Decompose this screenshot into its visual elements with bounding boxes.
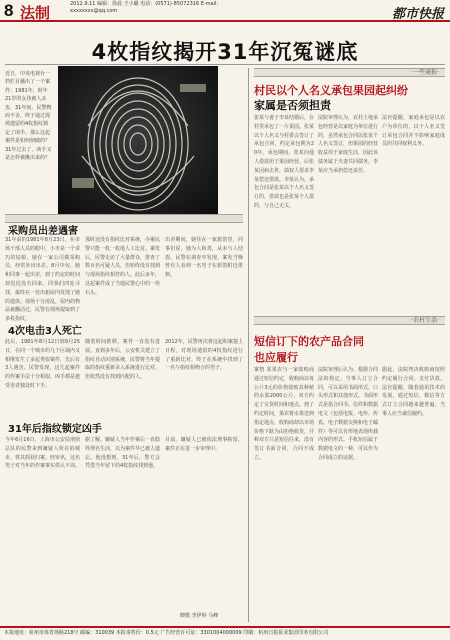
right1-kicker-bar: ·一些通报· <box>254 68 445 77</box>
right2-column-2: 法院审理后认为，根据合同法的规定，当事人订立合同，可以采用书面形式、口头形式和其他形式。书面形式是指合同书、信件和数据电文（包括电报、电传、传真、电子数据交换和电子邮件）等可以有形地表现所载内容的形式。手机短信属于数据电文的一种，可以作为合同成立的证据。 <box>318 367 379 461</box>
story2-column-2: 随着时间推移，案件一直没有进展。直到多年后，公安机关建立了指纹自动识别系统，民警将当年提取的指纹重新录入系统进行比对，但依然没有找到匹配的人。 <box>85 339 161 381</box>
right1-column-3: 法官提醒，家庭承包是以农户为单位的，以个人名义签订承包合同并不影响家庭成员的共同权利义务。 <box>382 115 445 148</box>
page-footer: 本报地址：杭州市体育场路218号 邮编：310039 本报零售价：0.5元 广告经营许可证：3301004000009 印刷：杭州日报报业集团印务有限公司 <box>0 626 450 640</box>
right2-title-line1: 短信订下的农产品合同 <box>254 335 364 348</box>
story3-subhead: 31年后指纹锁定凶手 <box>8 424 102 435</box>
main-headline: 4枚指纹揭开31年沉冤谜底 <box>91 40 359 64</box>
story3-column-2: 据了解，嫌疑人当年作案后一直隐姓埋名生活，以为案件早已被人遗忘。他没想到，31年后，警方会凭借当年留下的4枚指纹找到他。 <box>85 437 161 470</box>
right1-column-1: 张某与妻子李某结婚后，在村里承包了一片果园。张某以个人名义与村委会签订了承包合同，约定承包期为20年。承包期间，张某向他人借款用于果园经营。后张某因病去世，债权人要求李某偿还借款。李某认为，承包合同是张某以个人名义签订的，借款也是张某个人借的，与自己无关。 <box>254 115 315 209</box>
masthead-meta <box>70 1 240 15</box>
right2-title-line2: 也应履行 <box>254 351 298 364</box>
issue-date: 2012.9.11 <box>70 1 96 7</box>
headline-rule <box>5 64 445 65</box>
story1-column-3: 出差期间，她住在一家旅馆里，同事们说，她为人和善，从未与人结怨。民警在调查中发现，案发当晚曾有人看到一名男子在旅馆附近徘徊。 <box>165 237 243 279</box>
fingerprint-icon <box>58 66 218 214</box>
right2-column-1: 案情 某果农与一家收购商通过短信约定，收购商以每公斤3元的价格收购其种植的水果2000公斤，双方约定了交货时间和地点。到了约定时间，果农将水果送到指定地点，收购商却以市场价格下跌为由拒绝收货，并称双方只是短信往来，没有签订书面合同，合同不成立。 <box>254 367 315 461</box>
story3-column-3: 目前，嫌疑人已被依法刑事拘留，案件正在进一步审理中。 <box>165 437 243 452</box>
right2-kicker-bar: ·农村生活· <box>254 316 445 325</box>
page-number: 8 <box>4 1 14 20</box>
masthead <box>0 0 450 22</box>
paper-logo: 都市快报 <box>391 7 444 22</box>
section-name: 法制 <box>20 4 51 22</box>
phone: 电话：(0571)-85072316 <box>140 1 200 7</box>
story3-column-1: 今年6月16日，上海市公安局刑侦总队的民警来到嫌疑人所在的城市，将其抓获归案。经审讯，这名男子对当年的作案事实供认不讳。 <box>5 437 81 470</box>
story1-subhead: 采购员出差遇害 <box>8 226 78 237</box>
right2-column-3: 据此，法院判决收购商按照约定履行合同，支付货款。法官提醒，随着通讯技术的发展，通过短信、微信等方式订立合同越来越普遍，当事人应当诚信履约。 <box>382 367 445 417</box>
right1-title-line2: 家属是否须担责 <box>254 99 331 112</box>
story1-column-2: 那时还没有指纹比对系统，办案民警只能一枚一枚地人工比对。案发后，民警走访了大量群众，排查了数百名可疑人员，但始终没有找到与现场指纹相符的人。此后多年，这起案件成了当地民警心中的一块石头。 <box>85 237 161 296</box>
right1-title-line1: 村民以个人名义承包果园起纠纷 <box>254 84 408 97</box>
column-divider <box>248 68 249 622</box>
editors: 编辑：徐晨 王小璐 <box>97 1 139 7</box>
right1-column-2: 法院审理认为，农村土地承包经营是以家庭为单位进行的，虽然承包合同以张某个人名义签订，但果园的经营收益用于家庭生活，因此该债务属于夫妻共同债务，李某应当承担偿还责任。 <box>318 115 379 174</box>
story2-column-1: 此后，1981年8月12日到9月25日，在同一个城市的几个区域内又相继发生了多起类似案件，先后有3人遇害。民警发现，这几起案件的作案手法十分相似，凶手都是趁受害者独处时下手。 <box>5 339 81 389</box>
story1-column-1: 31年前的1981年8月23日，在市场干部人员的眼中，小李是一个乖巧的姑娘，她在一家公司做采购员，经常外出出差。8月中旬，她和同事一起出差，到了约定的时间却迟迟没有回来。同事们四处寻找，最终在一处出租屋内发现了她的遗体。现场十分凌乱，屋内的物品被翻动过，民警在现场提取到了多枚指纹。 <box>5 237 81 323</box>
fingerprint-photo <box>58 66 218 214</box>
story2-subhead: 4次电击3人死亡 <box>8 326 82 337</box>
story3-byline: 晓歌 李伊婷 马峰 <box>180 613 219 619</box>
email: E-mail：xxxxxxxx@qq.com <box>70 1 222 14</box>
story2-column-3: 2012年，民警再次将这起积案提上日程，对现场遗留的4枚指纹进行了重新比对，终于在系统中找到了一名与指纹相吻合的男子。 <box>165 339 243 372</box>
lede-text: 近日，中央电视台一档栏目播出了一个案件：1981年，时年21岁的女孩被人杀害，31年间，民警锲而不舍，终于通过现场遗留的4枚指纹锁定了凶手。那么这起案件是如何侦破的？31年过去了，凶手又是怎样被揪出来的？ <box>5 71 52 162</box>
